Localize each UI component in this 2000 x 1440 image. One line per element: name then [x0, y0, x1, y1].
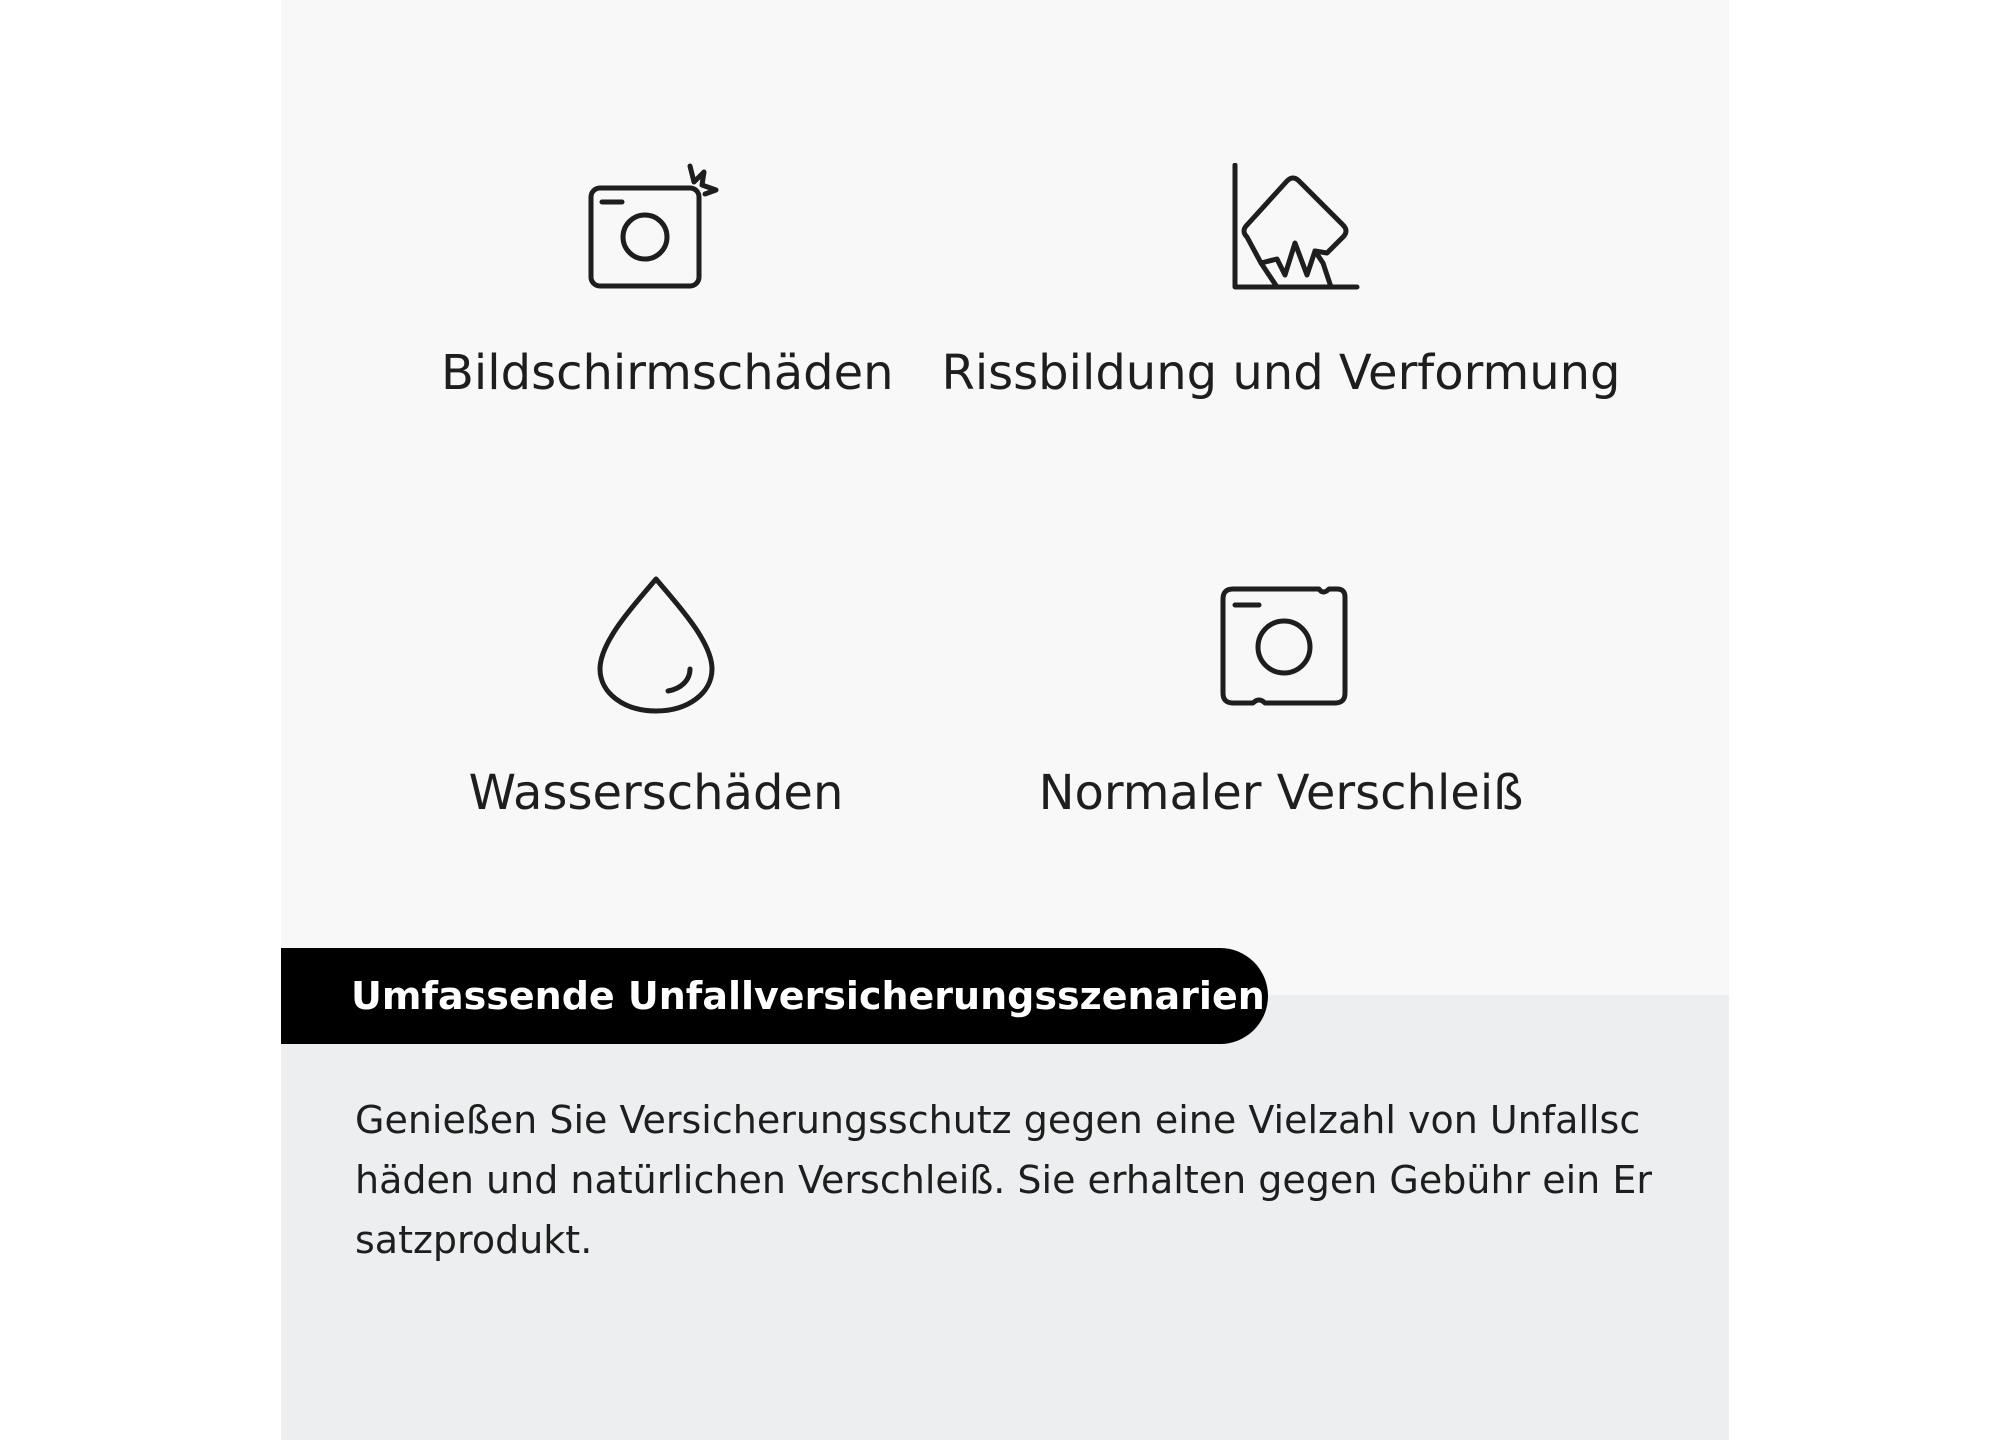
crack-deformation-icon: [1231, 163, 1361, 290]
feature-label: Normaler Verschleiß: [1038, 765, 1524, 821]
insurance-panel: [281, 0, 1729, 1440]
feature-normal-wear: [941, 575, 1621, 825]
feature-label: Bildschirmschäden: [441, 345, 894, 401]
section-title-badge: Umfassende Unfallversicherungsszenarien: [281, 948, 1268, 1044]
feature-label: Wasserschäden: [468, 765, 844, 821]
feature-water-damage: [441, 575, 871, 825]
screen-damage-icon: [586, 160, 726, 290]
section-description: Genießen Sie Versicherungsschutz gegen eine Vielzahl von Unfallschäden und natürlichen Verschleiß. Sie erhalten gegen Gebühr ein Ersatzprodukt.: [355, 1098, 1652, 1262]
wear-icon: [1219, 585, 1349, 707]
water-drop-icon: [594, 575, 718, 715]
feature-crack-deformation: [941, 160, 1621, 410]
feature-screen-damage: [441, 160, 894, 410]
feature-label: Rissbildung und Verformung: [941, 345, 1621, 401]
